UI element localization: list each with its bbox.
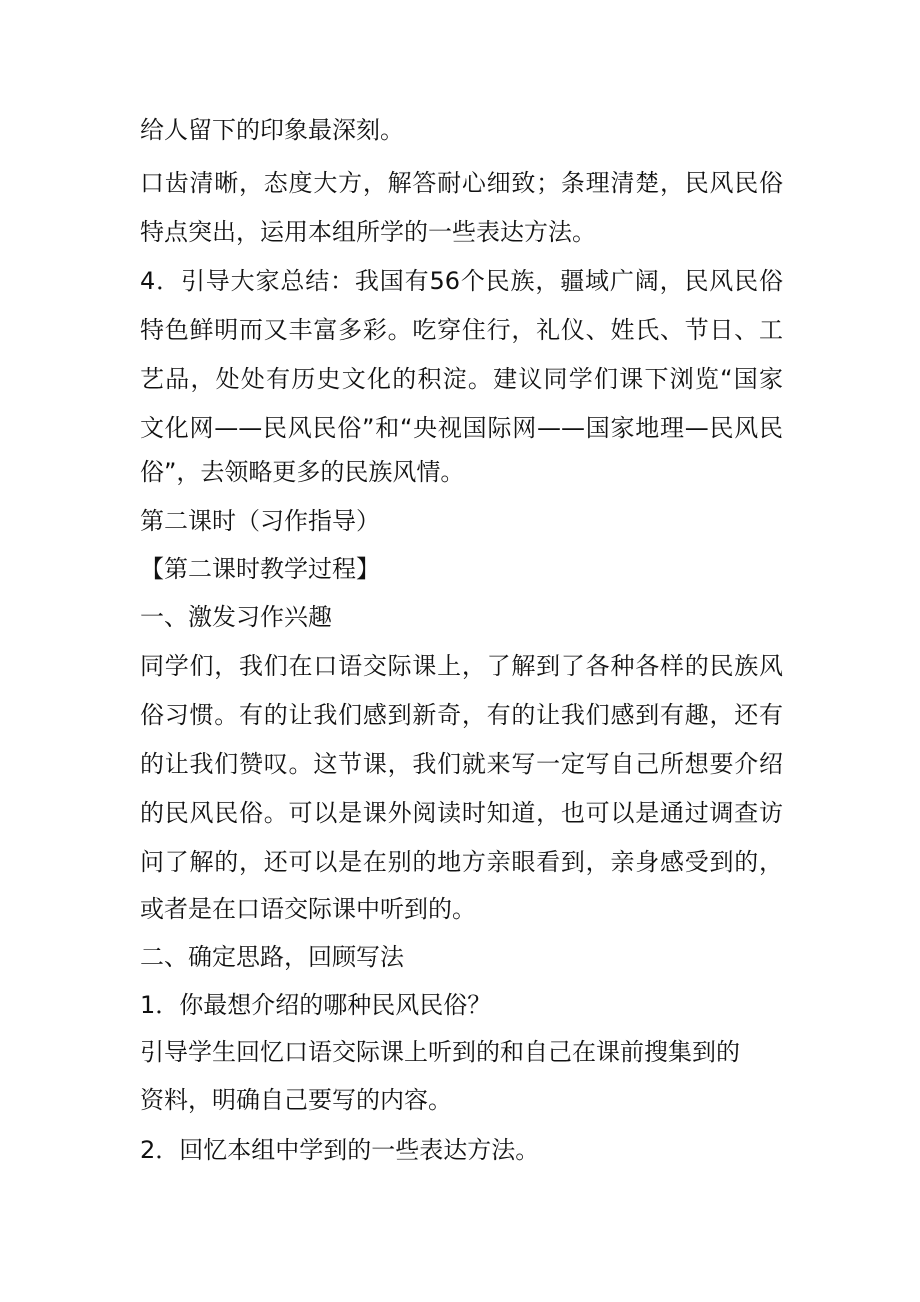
text-line: 口齿清晰，态度大方，解答耐心细致；条理清楚，民风民俗 <box>140 169 783 197</box>
text-line: 或者是在口语交际课中听到的。 <box>140 895 476 923</box>
text-line: 的让我们赞叹。这节课，我们就来写一定写自己所想要介绍 <box>140 750 783 778</box>
text-line: 俗”，去领略更多的民族风情。 <box>140 458 465 486</box>
text-line: 二、确定思路，回顾写法 <box>140 943 404 971</box>
text-line: 文化网——民风民俗”和“央视国际网——国家地理—民风民 <box>140 414 783 442</box>
text-line: 的民风民俗。可以是课外阅读时知道，也可以是通过调查访 <box>140 799 783 827</box>
text-line: 4．引导大家总结：我国有56个民族，疆域广阔，民风民俗 <box>140 267 783 295</box>
text-line: 引导学生回忆口语交际课上听到的和自己在课前搜集到的 <box>140 1038 740 1066</box>
text-line: 艺品，处处有历史文化的积淀。建议同学们课下浏览“国家 <box>140 365 783 393</box>
text-line: 第二课时（习作指导） <box>140 507 380 535</box>
text-line: 2．回忆本组中学到的一些表达方法。 <box>140 1136 540 1164</box>
text-line: 【第二课时教学过程】 <box>140 555 380 583</box>
text-line: 特点突出，运用本组所学的一些表达方法。 <box>140 218 596 246</box>
text-line: 给人留下的印象最深刻。 <box>140 116 404 144</box>
text-line: 特色鲜明而又丰富多彩。吃穿住行，礼仪、姓氏、节日、工 <box>140 316 783 344</box>
text-line: 1．你最想介绍的哪种民风民俗？ <box>140 991 492 1019</box>
text-line: 资料，明确自己要写的内容。 <box>140 1086 452 1114</box>
text-line: 同学们，我们在口语交际课上，了解到了各种各样的民族风 <box>140 652 783 680</box>
text-line: 一、激发习作兴趣 <box>140 603 332 631</box>
text-line: 问了解的，还可以是在别的地方亲眼看到，亲身感受到的， <box>140 848 783 876</box>
text-line: 俗习惯。有的让我们感到新奇，有的让我们感到有趣，还有 <box>140 701 783 729</box>
